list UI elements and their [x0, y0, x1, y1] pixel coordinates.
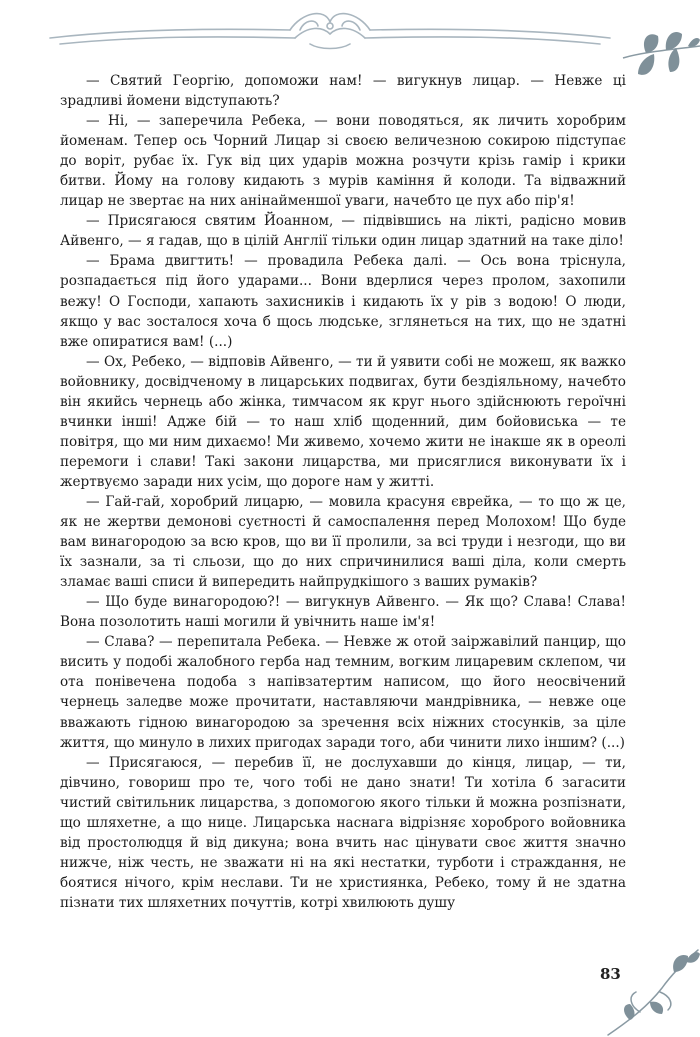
paragraph: — Що буде винагородою?! — вигукнув Айвенго. — Як що? Слава! Слава! Вона позолотить наші могили й увічнить наше ім'я!	[60, 594, 626, 631]
paragraph: — Слава? — перепитала Ребека. — Невже ж отой заіржавілий панцир, що висить у подобі жалобного герба над темним, вогким лицаревим склепом, чи ота понівечена подоба з напівзатертим написом, що його неосвічений чернець заледве може прочитати, наставляючи мандрівника, — невже оце вважають гідною винагородою за зречення всіх ніжних стосунків, за ціле життя, що минуло в лихих пригодах заради того, аби чинити лихо іншим? (...)	[60, 634, 626, 751]
paragraph: — Гай-гай, хоробрий лицарю, — мовила красуня єврейка, — то що ж це, як не жертви демонові суєтності й самоспалення перед Молохом! Що буде вам винагородою за всю кров, що ви її пролили, за всі труди і незгоди, що ви їх зазнали, за ті сльози, що до них спричинилися ваші діла, коли смерть зламає ваші списи й випередить найпрудкішого з ваших румаків?	[60, 493, 626, 591]
leaf-vine-ornament	[618, 18, 700, 96]
page-number: 83	[600, 965, 621, 983]
paragraph: — Присягаюся святим Йоанном, — підвівшись на лікті, радісно мовив Айвенго, — я гадав, що в цілій Англії тільки один лицар здатний на таке діло!	[60, 213, 626, 250]
paragraph: — Брама двигтить! — провадила Ребека далі. — Ось вона тріснула, розпадається під його ударами... Вони вдерлися через пролом, захопили вежу! О Господи, хапають захисників і кидають їх у рів з водою! О люди, якщо у вас зосталося хоча б щось людське, зглянеться на тих, що не здатні вже опиратися вам! (...)	[60, 253, 626, 350]
paragraph: — Ох, Ребеко, — відповів Айвенго, — ти й уявити собі не можеш, як важко войовнику, досвідченому в лицарських подвигах, бути бездіяльному, начебто він якийсь чернець або жінка, тимчасом як круг нього здійснюють героїчні вчинки інші! Адже бій — то наш хліб щоденний, дим бойовиська — те повітря, що ми ним дихаємо! Ми живемо, хочемо жити не інакше як в ореолі перемоги і слави! Такі закони лицарства, ми присяглися виконувати їх і жертвуємо заради них усім, що дороге нам у житті.	[60, 353, 626, 490]
bottom-vine-ornament	[600, 940, 700, 1037]
paragraph: — Присягаюся, — перебив її, не дослухавши до кінця, лицар, — ти, дівчино, говориш про те, чого тобі не дано знати! Ти хотіла б загасити чистий світильник лицарства, з допомогою якого тільки й можна розпізнати, що шляхетне, а що нице. Лицарська наснага відрізняє хороброго войовника від простолюдця й від дикуна; вона вчить нас цінувати своє життя значно нижче, ніж честь, не зважати ні на які нестатки, турботи і страждання, не боятися нічого, крім неслави. Ти не християнка, Ребеко, тому й не здатна пізнати тих шляхетних почуттів, котрі хвилюють душу	[60, 754, 626, 911]
paragraph: — Святий Георгію, допоможи нам! — вигукнув лицар. — Невже ці зрадливі йомени відступають?	[60, 73, 626, 110]
page-body-text	[60, 71, 626, 913]
paragraph: — Ні, — заперечила Ребека, — вони поводяться, як личить хоробрим йоменам. Тепер ось Чорний Лицар зі своєю величезною сокирою підступає до воріт, рубає їх. Гук від цих ударів можна розчути крізь гамір і крики битви. Йому на голову кидають з мурів каміння й колоди. Та відважний лицар не звертає на них анінайменшої уваги, начебто це пух або пір'я!	[60, 113, 626, 210]
top-decorative-flourish	[40, 0, 620, 60]
